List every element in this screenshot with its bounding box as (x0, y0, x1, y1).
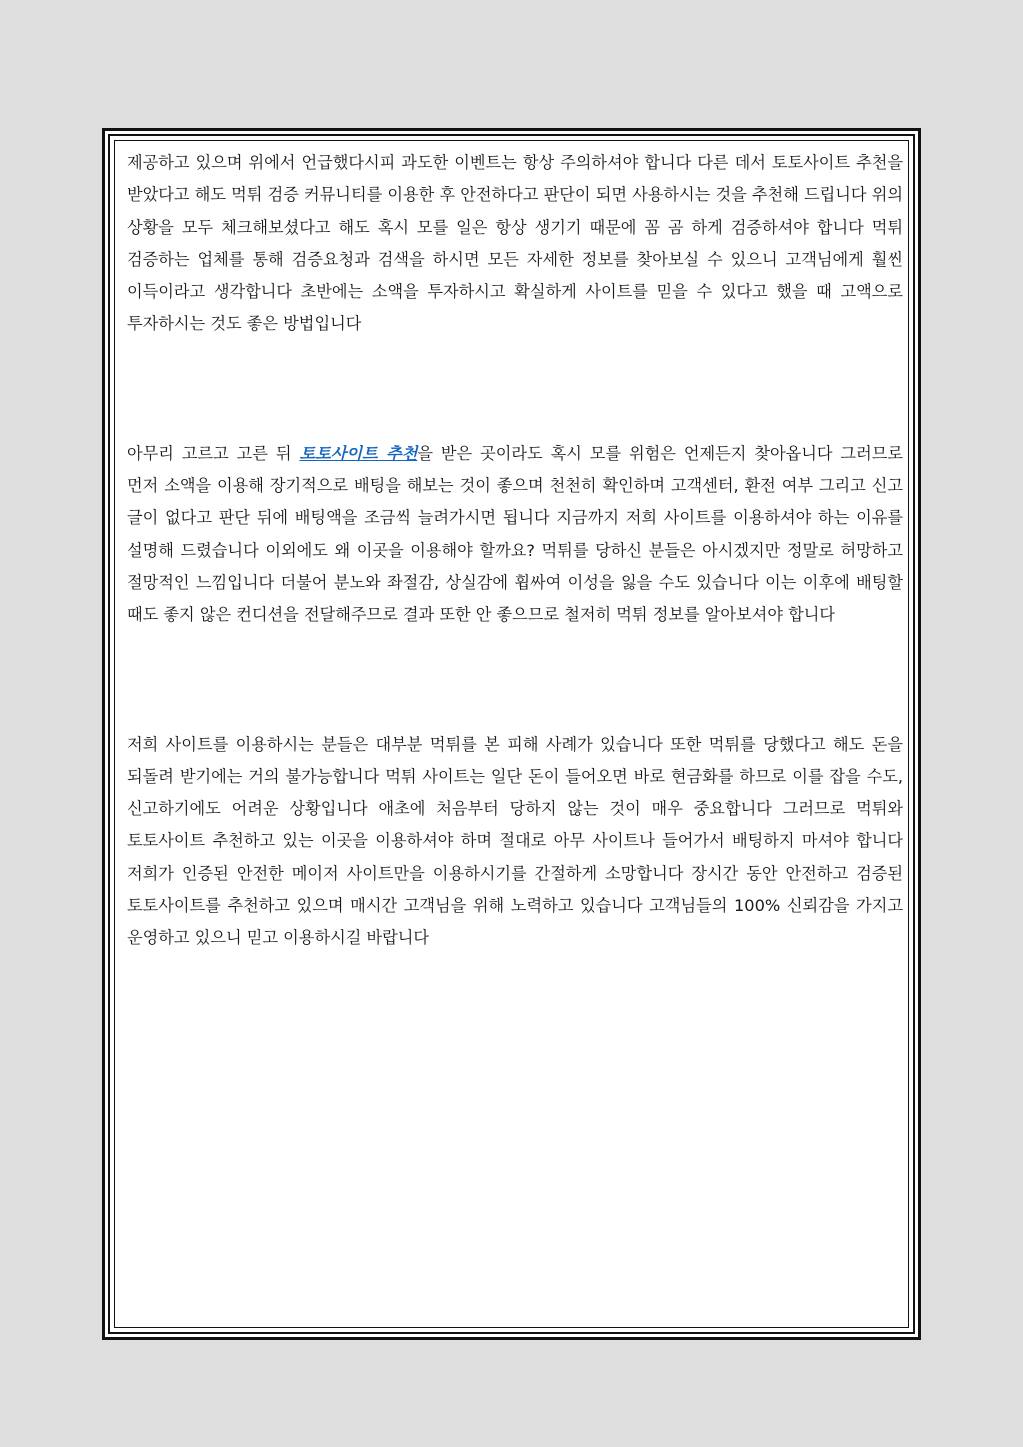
paragraph-2-body-text: 을 받은 곳이라도 혹시 모를 위험은 언제든지 찾아옵니다 그러므로 먼저 소액을 이용해 장기적으로 배팅을 해보는 것이 좋으며 천천히 확인하며 고객센터, 환전 여부 그리고 신고 글이 없다고 판단 뒤에 배팅액을 조금씩 늘려가시면 됩니다 지금까지 저희 사이트를 이용하셔야 하는 이유를 설명해 드렸습니다 이외에도 왜 이곳을 이용해야 할까요? 먹튀를 당하신 분들은 아시겠지만 정말로 허망하고 절망적인 느낌입니다 더불어 분노와 좌절감, 상실감에 휩싸여 이성을 잃을 수도 있습니다 이는 이후에 배팅할 때도 좋지 않은 컨디션을 전달해주므로 결과 또한 안 좋으므로 철저히 먹튀 정보를 알아보셔야 합니다 (127, 443, 903, 625)
toto-site-recommendation-link[interactable]: 토토사이트 추천 (299, 443, 418, 463)
paragraph-3: 저희 사이트를 이용하시는 분들은 대부분 먹튀를 본 피해 사례가 있습니다 또한 먹튀를 당했다고 해도 돈을 되돌려 받기에는 거의 불가능합니다 먹튀 사이트는 일단 돈이 들어오면 바로 현금화를 하므로 이를 잡을 수도, 신고하기에도 어려운 상황입니다 애초에 처음부터 당하지 않는 것이 매우 중요합니다 그러므로 먹튀와 토토사이트 추천하고 있는 이곳을 이용하셔야 하며 절대로 아무 사이트나 들어가서 배팅하지 마셔야 합니다 저희가 인증된 안전한 메이저 사이트만을 이용하시기를 간절하게 소망합니다 장시간 동안 안전하고 검증된 토토사이트를 추천하고 있으며 매시간 고객님을 위해 노력하고 있습니다 고객님들의 100% 신뢰감을 가지고 운영하고 있으니 믿고 이용하시길 바랍니다 (127, 734, 903, 948)
paragraph-1: 제공하고 있으며 위에서 언급했다시피 과도한 이벤트는 항상 주의하셔야 합니다 다른 데서 토토사이트 추천을 받았다고 해도 먹튀 검증 커뮤니티를 이용한 후 안전하다고 판단이 되면 사용하시는 것을 추천해 드립니다 위의 상황을 모두 체크해보셨다고 해도 혹시 모를 일은 항상 생기기 때문에 꼼 곰 하게 검증하셔야 합니다 먹튀 검증하는 업체를 통해 검증요청과 검색을 하시면 모든 자세한 정보를 찾아보실 수 있으니 고객님에게 훨씬 이득이라고 생각합니다 초반에는 소액을 투자하시고 확실하게 사이트를 믿을 수 있다고 했을 때 고액으로 투자하시는 것도 좋은 방법입니다 (127, 153, 903, 334)
paragraph-2-lead-text: 아무리 고르고 고른 뒤 (127, 443, 300, 463)
paragraph-2 (127, 438, 903, 632)
document-body (127, 147, 903, 955)
document-page (102, 128, 921, 1340)
